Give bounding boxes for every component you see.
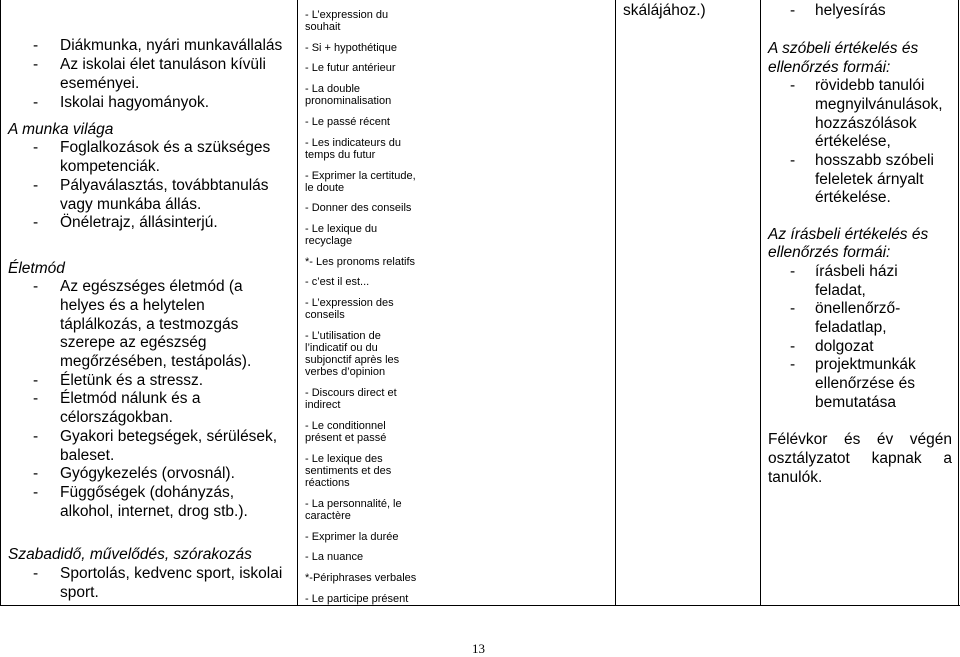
grammar-item: présent et passé (305, 432, 387, 444)
bullet-dash: - (790, 300, 796, 317)
grammar-item: - Le passé récent (305, 116, 390, 128)
list-item-text: Iskolai hagyományok. (60, 94, 210, 111)
list-item-text: értékelése. (815, 189, 891, 206)
grammar-item: - L’expression des (305, 297, 394, 309)
grammar-item: conseils (305, 309, 345, 321)
list-item-text: ellenőrzése és (815, 375, 915, 392)
list-item-text: Gyógykezelés (orvosnál). (60, 465, 235, 482)
bullet-dash: - (33, 278, 39, 295)
section-heading: Életmód (8, 260, 65, 277)
column-divider (0, 0, 1, 606)
list-item-text: projektmunkák (815, 356, 916, 373)
bullet-dash: - (33, 565, 39, 582)
list-item-text: dolgozat (815, 338, 874, 355)
grammar-item: sentiments et des (305, 465, 392, 477)
list-item-text: eseményei. (60, 75, 140, 92)
page-number: 13 (472, 641, 485, 656)
list-item-text: Függőségek (dohányzás, (60, 484, 235, 501)
grammar-item: - Discours direct et (305, 387, 397, 399)
assessment-paragraph (768, 430, 952, 487)
grammar-item: - Donner des conseils (305, 202, 412, 214)
grammar-item: - c’est il est... (305, 276, 370, 288)
list-item-text: Önéletrajz, állásinterjú. (60, 214, 218, 231)
grammar-item: recyclage (305, 235, 353, 247)
bullet-dash: - (790, 77, 796, 94)
paragraph-line: osztályzatot kapnak a (768, 450, 952, 467)
bullet-dash: - (33, 214, 39, 231)
bullet-dash: - (33, 177, 39, 194)
bullet-dash: - (33, 390, 39, 407)
grammar-item: - L’expression du (305, 9, 389, 21)
list-item-text: bemutatása (815, 394, 896, 411)
bullet-dash: - (33, 484, 39, 501)
list-item-text: rövidebb tanulói (815, 77, 925, 94)
bullet-dash: - (33, 37, 39, 54)
section-heading: ellenőrzés formái: (768, 59, 891, 76)
list-item-text: hozzászólások (815, 115, 917, 132)
grammar-item: - La personnalité, le (305, 498, 402, 510)
section-heading: A munka világa (8, 121, 114, 138)
grammar-item: *-Périphrases verbales (305, 572, 417, 584)
grammar-item: - Exprimer la certitude, (305, 170, 416, 182)
bullet-dash: - (33, 465, 39, 482)
list-item-text: Sportolás, kedvenc sport, iskolai (60, 565, 283, 582)
list-item-text: sport. (60, 584, 99, 601)
column-divider (297, 0, 298, 606)
column-divider (958, 0, 959, 606)
list-item-text: önellenőrző- (815, 300, 901, 317)
grammar-item: caractère (305, 510, 351, 522)
grammar-item: - L’utilisation de (305, 330, 381, 342)
list-item-text: Foglalkozások és a szükséges (60, 139, 271, 156)
column-divider (615, 0, 616, 606)
bullet-dash: - (790, 338, 796, 355)
list-item-text: feladatlap, (815, 319, 887, 336)
grammar-item: souhait (305, 21, 341, 33)
list-item-text: feleletek árnyalt (815, 171, 924, 188)
list-item-text: megőrzésében, testápolás). (60, 353, 252, 370)
bullet-dash: - (790, 152, 796, 169)
section-heading: Szabadidő, művelődés, szórakozás (8, 546, 252, 563)
section-heading: ellenőrzés formái: (768, 244, 891, 261)
grammar-item: - La nuance (305, 551, 364, 563)
column-divider (760, 0, 761, 606)
bullet-dash: - (33, 372, 39, 389)
grammar-item: pronominalisation (305, 95, 392, 107)
list-item-text: helyes és a helytelen (60, 297, 205, 314)
list-item-text: Diákmunka, nyári munkavállalás (60, 37, 283, 54)
grammar-item: - Le lexique du (305, 223, 378, 235)
grammar-item: - Exprimer la durée (305, 531, 399, 543)
list-item-text: írásbeli házi (815, 263, 898, 280)
paragraph-line: tanulók. (768, 469, 823, 486)
list-item-text: megnyilvánulások, (815, 96, 943, 113)
list-item-text: baleset. (60, 447, 115, 464)
grammar-item: - Les indicateurs du (305, 137, 401, 149)
grammar-item: réactions (305, 477, 350, 489)
list-item-text: kompetenciák. (60, 158, 160, 175)
section-heading: Az írásbeli értékelés és (768, 226, 929, 243)
bullet-dash: - (33, 428, 39, 445)
list-item-text: értékelése, (815, 133, 891, 150)
grammar-item: *- Les pronoms relatifs (305, 256, 416, 268)
list-item-text: szerepe az egészség (60, 334, 207, 351)
list-item-text: Gyakori betegségek, sérülések, (60, 428, 278, 445)
grammar-item: - Le futur antérieur (305, 62, 396, 74)
list-item-text: Pályaválasztás, továbbtanulás (60, 177, 269, 194)
grammar-item: - Si + hypothétique (305, 42, 398, 54)
list-item-text: Életmód nálunk és a (60, 390, 201, 407)
list-item-text: hosszabb szóbeli (815, 152, 934, 169)
bullet-dash: - (33, 139, 39, 156)
list-item-text: Az iskolai élet tanuláson kívüli (60, 56, 266, 73)
table-bottom-border (0, 605, 960, 606)
list-item-text: Életünk és a stressz. (60, 372, 204, 389)
grammar-item: - La double (305, 83, 361, 95)
grammar-item: - Le lexique des (305, 453, 383, 465)
list-item-text: célországokban. (60, 409, 173, 426)
grammar-item: l’indicatif ou du (305, 342, 378, 354)
list-item-text: Az egészséges életmód (a (60, 278, 243, 295)
list-item-text: vagy munkába állás. (60, 196, 202, 213)
list-item-text: táplálkozás, a testmozgás (60, 316, 239, 333)
grammar-item: subjonctif après les (305, 354, 400, 366)
grammar-item: indirect (305, 399, 341, 411)
paragraph-line: Félévkor és év végén (768, 431, 952, 448)
grammar-item: le doute (305, 182, 345, 194)
grammar-item: - Le conditionnel (305, 420, 386, 432)
notes-text: skálájához.) (623, 2, 706, 19)
section-heading: A szóbeli értékelés és (768, 40, 919, 57)
bullet-dash: - (790, 263, 796, 280)
bullet-dash: - (33, 56, 39, 73)
bullet-dash: - (790, 2, 796, 19)
bullet-dash: - (790, 356, 796, 373)
grammar-item: temps du futur (305, 149, 376, 161)
list-item-text: alkohol, internet, drog stb.). (60, 503, 248, 520)
grammar-item: verbes d’opinion (305, 366, 386, 378)
grammar-item: - Le participe présent (305, 593, 409, 605)
bullet-dash: - (33, 94, 39, 111)
list-item-text: feladat, (815, 282, 866, 299)
list-item-text: helyesírás (815, 2, 886, 19)
